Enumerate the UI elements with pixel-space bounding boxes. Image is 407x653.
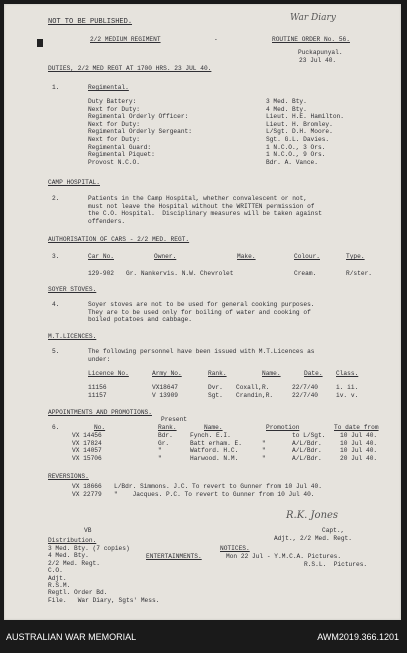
- table-cell: VX 14057: [72, 447, 102, 455]
- column-header: Present: [161, 416, 187, 423]
- roster-value: Bdr. A. Vance.: [266, 158, 318, 166]
- table-cell: i. ii.: [336, 384, 359, 391]
- roster-label: Next for Duty:: [88, 105, 140, 113]
- title-dash: -: [214, 36, 218, 43]
- column-header: Army No.: [152, 370, 182, 377]
- section-heading: AUTHORISATION OF CARS - 2/2 MED. REGT.: [48, 236, 190, 243]
- table-cell: VX18647: [152, 384, 178, 391]
- table-cell: " Jacques. P.C. To revert to Gunner from 10 Jul 40.: [114, 490, 315, 498]
- roster-label: Next for Duty:: [88, 120, 140, 128]
- table-cell: VX 17824: [72, 439, 102, 447]
- table-cell: Watford. H.C.: [190, 447, 239, 455]
- roster-value: Lieut. H. Bromley.: [266, 120, 333, 128]
- table-cell: Coxall,R.: [236, 384, 270, 391]
- distribution-item: C.O.: [48, 567, 63, 575]
- typist-initials: VB: [84, 527, 92, 534]
- column-header: Name.: [262, 370, 281, 377]
- distribution-item: File. War Diary, Sgts' Mess.: [48, 596, 160, 604]
- table-cell: ": [262, 454, 266, 462]
- table-cell: Sgt.: [208, 392, 223, 399]
- punch-hole: [37, 39, 43, 47]
- section-number: 1.: [52, 84, 60, 91]
- paragraph-line: offenders.: [88, 217, 126, 225]
- table-cell: to L/Sgt.: [292, 432, 326, 439]
- duties-line: DUTIES, 2/2 MED REGT AT 1700 HRS. 23 JUL 40.: [48, 65, 212, 72]
- table-cell: VX 15706: [72, 454, 102, 462]
- distribution-item: 4 Med. Bty.: [48, 552, 89, 560]
- section-number: 3.: [52, 253, 60, 260]
- section-heading: SOYER STOVES.: [48, 286, 97, 293]
- column-header: Type.: [346, 253, 365, 260]
- column-header: Colour.: [294, 253, 320, 260]
- roster-label: Provost N.C.O.: [88, 158, 140, 166]
- signatory-rank: Capt.,: [322, 527, 345, 534]
- table-cell: VX 14456: [72, 432, 102, 439]
- section-heading: CAMP HOSPITAL.: [48, 179, 100, 186]
- roster-label: Regimental Orderly Officer:: [88, 113, 189, 121]
- roster-label: Regimental Piquet:: [88, 151, 155, 159]
- paragraph-line: They are to be used only for boiling of water and cooking of: [88, 308, 311, 316]
- distribution-item: R.S.M.: [48, 582, 71, 589]
- section-number: 4.: [52, 301, 60, 308]
- table-cell: ": [158, 447, 162, 455]
- table-cell: R/ster.: [346, 270, 372, 277]
- table-cell: 10 Jul 40.: [340, 447, 378, 455]
- section-heading: REVERSIONS.: [48, 473, 89, 480]
- table-cell: 20 Jul 40.: [340, 454, 378, 462]
- table-cell: Chevrolet: [200, 270, 234, 277]
- table-cell: ": [262, 447, 266, 455]
- roster-value: 1 N.C.O., 9 Ors.: [266, 151, 326, 159]
- unit-title: 2/2 MEDIUM REGIMENT: [90, 36, 161, 43]
- roster-value: L/Sgt. D.H. Moore.: [266, 128, 333, 136]
- table-cell: Fynch. E.I.: [190, 432, 231, 439]
- roster-value: 3 Med. Bty.: [266, 98, 307, 105]
- entertainments-heading: ENTERTAINMENTS.: [146, 553, 202, 560]
- paragraph-line: Patients in the Camp Hospital, whether convalescent or not,: [88, 195, 308, 202]
- date: 23 Jul 40.: [299, 57, 337, 64]
- column-header: Rank.: [158, 424, 177, 431]
- distribution-item: Adjt.: [48, 574, 67, 582]
- archive-id: AWM2019.366.1201: [317, 632, 399, 642]
- paragraph-line: The following personnel have been issued with M.T.Licences as: [88, 348, 315, 355]
- column-header: Licence No.: [88, 370, 129, 377]
- table-cell: VX 22779: [72, 490, 102, 498]
- roster-label: Regimental Guard:: [88, 143, 152, 151]
- paragraph-line: Soyer stoves are not to be used for general cooking purposes.: [88, 301, 315, 308]
- roster-label: Next for Duty:: [88, 136, 140, 143]
- section-heading: APPOINTMENTS AND PROMOTIONS.: [48, 409, 152, 416]
- paragraph-line: boiled potatoes and cabbage.: [88, 316, 192, 324]
- section-title: Regimental.: [88, 84, 129, 91]
- paragraph-line: must not leave the Hospital without the WRITTEN permission of: [88, 202, 315, 210]
- signature: R.K. Jones: [286, 510, 339, 521]
- table-cell: 129-902: [88, 270, 114, 277]
- document-page: [4, 4, 401, 620]
- paragraph-line: under:: [88, 356, 111, 363]
- section-number: 6.: [52, 424, 60, 431]
- column-header: No.: [94, 424, 106, 431]
- archive-footer: [0, 620, 407, 653]
- table-cell: A/L/Bdr.: [292, 447, 322, 455]
- roster-value: 4 Med. Bty.: [266, 105, 307, 113]
- table-cell: VX 18666: [72, 483, 102, 490]
- table-cell: 11157: [88, 392, 107, 399]
- column-header: Date.: [304, 370, 323, 377]
- table-cell: Harwood. N.M.: [190, 454, 239, 462]
- column-header: To date from: [334, 424, 379, 431]
- column-header: Owner.: [154, 253, 177, 260]
- archive-credit: AUSTRALIAN WAR MEMORIAL: [6, 632, 137, 642]
- table-cell: 22/7/40: [292, 384, 318, 391]
- section-number: 2.: [52, 195, 60, 202]
- table-cell: Gr.: [158, 439, 170, 447]
- column-header: Name.: [204, 424, 223, 431]
- column-header: Promotion: [266, 424, 300, 431]
- column-header: Make.: [237, 253, 256, 260]
- roster-value: Sgt. G.L. Davies.: [266, 136, 330, 143]
- table-cell: ": [158, 454, 162, 462]
- table-cell: A/L/Bdr.: [292, 454, 322, 462]
- column-header: Class.: [336, 370, 359, 377]
- routine-order-title: ROUTINE ORDER No. 56.: [272, 36, 350, 43]
- distribution-item: 3 Med. Bty. (7 copies): [48, 545, 130, 552]
- table-cell: Dvr.: [208, 384, 223, 391]
- distribution-item: Regtl. Order Bd.: [48, 589, 108, 597]
- section-number: 5.: [52, 348, 60, 355]
- distribution-item: 2/2 Med. Regt.: [48, 559, 100, 567]
- notices-heading: NOTICES.: [220, 545, 250, 552]
- roster-label: Duty Battery:: [88, 98, 137, 105]
- table-cell: L/Bdr. Simmons. J.C. To revert to Gunner from 10 Jul 40.: [114, 483, 322, 490]
- not-published-label: NOT TO BE PUBLISHED.: [48, 18, 133, 26]
- table-cell: ": [262, 439, 266, 447]
- notice-line: Mon 22 Jul - Y.M.C.A. Pictures.: [226, 553, 342, 560]
- roster-value: Lieut. H.E. Hamilton.: [266, 113, 344, 121]
- column-header: Car No.: [88, 253, 114, 260]
- place: Puckapunyal.: [298, 49, 343, 56]
- table-cell: V 13909: [152, 392, 178, 399]
- table-cell: 10 Jul 40.: [340, 439, 378, 447]
- distribution-heading: Distribution.: [48, 537, 97, 544]
- table-cell: Gr. Nankervis. N.W.: [126, 270, 197, 277]
- handwritten-annotation: War Diary: [290, 13, 336, 23]
- notice-line: R.S.L. Pictures.: [304, 561, 368, 568]
- table-cell: Crandin,R.: [236, 392, 274, 399]
- table-cell: iv. v.: [336, 392, 359, 399]
- paragraph-line: the C.O. Hospital. Disciplinary measures will be taken against: [88, 210, 322, 218]
- column-header: Rank.: [208, 370, 227, 377]
- table-cell: 11156: [88, 384, 107, 391]
- section-heading: M.T.LICENCES.: [48, 333, 97, 340]
- table-cell: Bdr.: [158, 432, 173, 439]
- table-cell: 22/7/40: [292, 392, 318, 399]
- roster-value: 1 N.C.O., 3 Ors.: [266, 143, 326, 151]
- roster-label: Regimental Orderly Sergeant:: [88, 128, 192, 136]
- table-cell: A/L/Bdr.: [292, 439, 322, 447]
- table-cell: Cream.: [294, 270, 317, 277]
- table-cell: Batt erham. E.: [190, 439, 242, 447]
- signatory-title: Adjt., 2/2 Med. Regt.: [274, 535, 352, 542]
- table-cell: 10 Jul 40.: [340, 432, 378, 439]
